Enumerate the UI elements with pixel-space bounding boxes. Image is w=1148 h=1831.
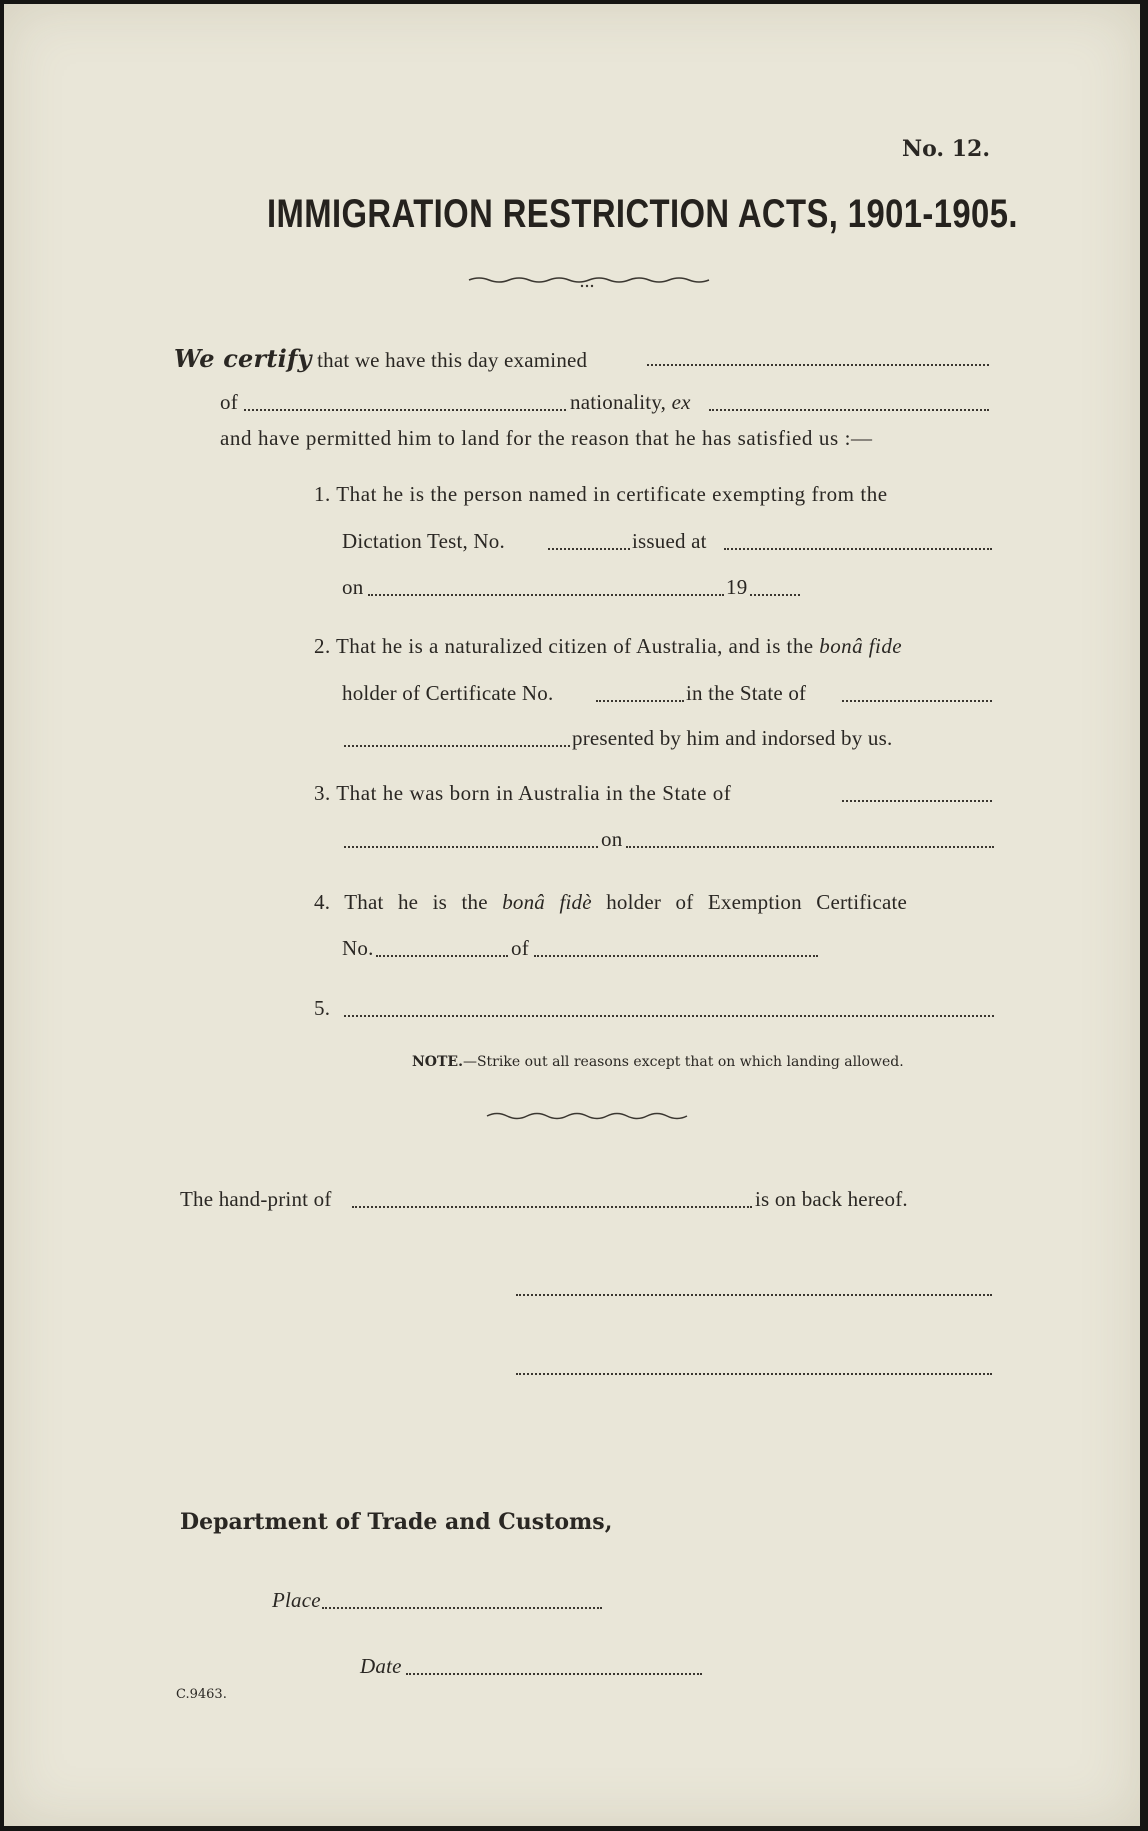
reason-2-line <box>314 634 902 659</box>
r3-on-label: on <box>601 827 623 851</box>
r3-state-blank[interactable] <box>842 800 992 802</box>
certify-line-1 <box>174 344 587 373</box>
signature-line-2[interactable] <box>516 1373 992 1375</box>
reason-1-line: 1. That he is the person named in certificate exempting from the <box>314 482 888 506</box>
signature-line-1[interactable] <box>516 1294 992 1296</box>
place-label: Place <box>272 1588 321 1612</box>
r4-bona-fide: bonâ fidè <box>502 890 592 914</box>
page-title: IMMIGRATION RESTRICTION ACTS, 1901-1905. <box>267 192 1018 236</box>
issued-label: issued at <box>632 529 707 553</box>
place-blank[interactable] <box>322 1607 602 1609</box>
certify-examined: that we have this day examined <box>317 348 588 372</box>
examined-blank[interactable] <box>647 364 989 366</box>
dictation-number-blank[interactable] <box>548 548 630 550</box>
note-label: NOTE. <box>412 1054 463 1070</box>
r4-text-a: 4. That he is the <box>314 890 488 914</box>
r4-text-b: holder of Exemption Certificate <box>606 890 908 914</box>
of-label: of <box>220 390 238 414</box>
note-text: —Strike out all reasons except that on which landing allowed. <box>462 1054 904 1070</box>
reason-5-label: 5. <box>314 996 331 1020</box>
r3-on-blank[interactable] <box>626 846 994 848</box>
r2-state-label: in the State of <box>686 681 807 705</box>
certify-lead: We certify <box>174 344 312 373</box>
r2-state-blank[interactable] <box>842 700 992 702</box>
note-line <box>412 1054 904 1070</box>
handprint-blank[interactable] <box>352 1206 752 1208</box>
ex-label: ex <box>671 390 691 414</box>
handprint-tail: is on back hereof. <box>755 1187 908 1211</box>
r5-blank[interactable] <box>344 1015 994 1017</box>
r2-certificate-blank[interactable] <box>596 700 684 702</box>
of-blank[interactable] <box>244 409 566 411</box>
document-page <box>4 4 1140 1826</box>
date-label: Date <box>360 1654 402 1678</box>
issued-at-blank[interactable] <box>724 548 992 550</box>
r4-of-blank[interactable] <box>534 955 818 957</box>
handprint-label: The hand-print of <box>180 1187 332 1211</box>
r4-of-label: of <box>511 936 529 960</box>
r1-year-blank[interactable] <box>750 594 800 596</box>
dictation-label: Dictation Test, No. <box>342 529 505 553</box>
r2-holder-label: holder of Certificate No. <box>342 681 554 705</box>
date-blank[interactable] <box>406 1673 702 1675</box>
form-code: C.9463. <box>176 1687 227 1702</box>
reason-4-line <box>314 890 907 915</box>
r2-bona-fide: bonâ fide <box>819 634 903 658</box>
title-ornament <box>464 272 714 290</box>
divider-ornament <box>484 1108 690 1122</box>
department-label: Department of Trade and Customs, <box>180 1509 613 1535</box>
form-number: No. 12. <box>902 136 990 162</box>
r4-number-blank[interactable] <box>376 955 508 957</box>
r1-year-label: 19 <box>726 575 748 599</box>
r1-on-label: on <box>342 575 364 599</box>
nationality-label: nationality, <box>570 390 667 414</box>
r2-text: 2. That he is a naturalized citizen of Australia, and is the <box>314 634 814 658</box>
r3-place-blank[interactable] <box>344 846 598 848</box>
r1-on-blank[interactable] <box>368 594 724 596</box>
reason-3-line: 3. That he was born in Australia in the State of <box>314 781 732 805</box>
ex-blank[interactable] <box>709 409 989 411</box>
nationality-line <box>570 390 691 415</box>
permitted-line: and have permitted him to land for the reason that he has satisfied us :— <box>220 426 873 450</box>
r2-presented-blank[interactable] <box>344 745 570 747</box>
r4-no-label: No. <box>342 936 374 960</box>
r2-presented-label: presented by him and indorsed by us. <box>572 726 893 750</box>
